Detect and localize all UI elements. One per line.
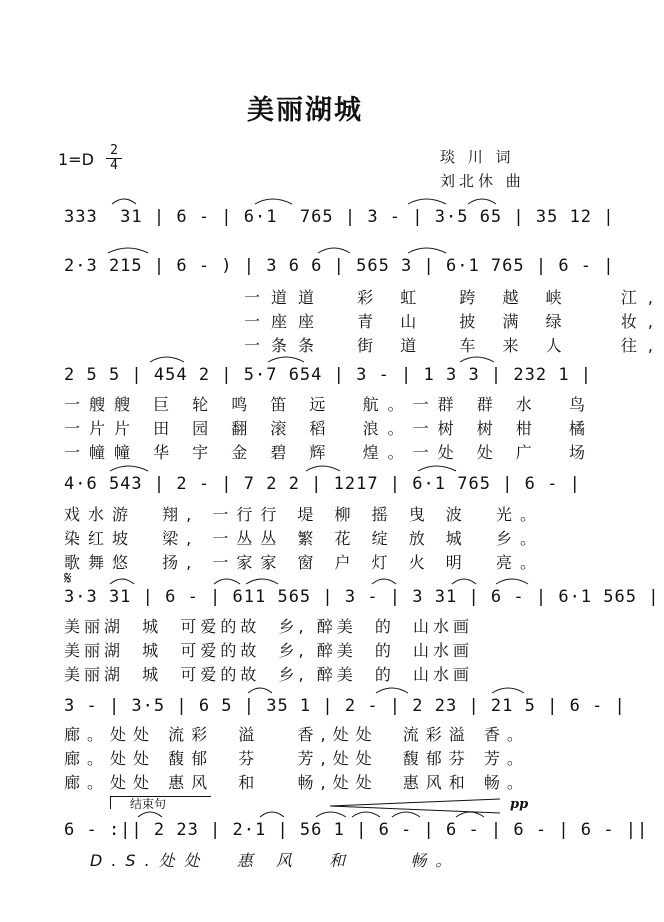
song-title: 美丽湖城 bbox=[247, 95, 363, 126]
composer-credit: 刘北休 曲 bbox=[440, 172, 525, 190]
staff-line-4: 4·6 543 | 2 - | 7 2 2 | 1217 | 6·1 765 | 6 - | bbox=[64, 474, 581, 494]
dynamic-marking: pp bbox=[510, 797, 529, 812]
time-sig-bottom: 4 bbox=[106, 158, 122, 173]
staff-line-2: 2·3 215 | 6 - ) | 3 6 6 | 565 3 | 6·1 765 | 6 - | bbox=[64, 256, 615, 276]
lyricist-credit: 琰 川 词 bbox=[440, 148, 515, 166]
lyric-line-7: D.S.处处 惠 风 和 畅。 bbox=[90, 851, 461, 870]
lyric-line-4-verse-3: 歌舞悠 扬, 一家家 窗 户 灯 火 明 亮。 bbox=[64, 553, 544, 572]
lyric-line-3-verse-3: 一幢幢 华 宇 金 碧 辉 煌。一处 处 广 场 bbox=[64, 443, 594, 462]
staff-line-7: 6 - :|| 2 23 | 2·1 | 56 1 | 6 - | 6 - | 6 - | 6 - || bbox=[64, 820, 649, 840]
staff-line-1: 333 31 | 6 - | 6·1 765 | 3 - | 3·5 65 | 35 12 | bbox=[64, 207, 615, 227]
lyric-line-3-verse-1: 一艘艘 巨 轮 鸣 笛 远 航。一群 群 水 鸟 bbox=[64, 395, 594, 414]
segno-sign: 𝄋 bbox=[64, 568, 72, 589]
staff-line-3: 2 5 5 | 454 2 | 5·7 654 | 3 - | 1 3 3 | 232 1 | bbox=[64, 365, 593, 385]
lyric-line-5-verse-2: 美丽湖 城 可爱的故 乡, 醉美 的 山水画 bbox=[64, 641, 474, 660]
staff-line-6: 3 - | 3·5 | 6 5 | 35 1 | 2 - | 2 23 | 21 5 | 6 - | bbox=[64, 696, 626, 716]
ending-label: 结束句 bbox=[130, 797, 167, 811]
lyric-line-6-verse-1: 廊。处处 流彩 溢 香,处处 流彩溢 香。 bbox=[64, 725, 530, 744]
lyric-line-6-verse-3: 廊。处处 惠风 和 畅,处处 惠风和 畅。 bbox=[64, 773, 530, 792]
time-sig-top: 2 bbox=[110, 143, 118, 158]
lyric-line-4-verse-1: 戏水游 翔, 一行行 堤 柳 摇 曳 波 光。 bbox=[64, 505, 544, 524]
staff-line-5: 3·3 31 | 6 - | 611 565 | 3 - | 3 31 | 6 - | 6·1 565 | bbox=[64, 587, 660, 607]
lyric-line-5-verse-1: 美丽湖 城 可爱的故 乡, 醉美 的 山水画 bbox=[64, 617, 474, 636]
lyric-line-4-verse-2: 染红坡 梁, 一丛丛 繁 花 绽 放 城 乡。 bbox=[64, 529, 544, 548]
lyric-line-2-verse-3: 一条条 街 道 车 来 人 往, bbox=[244, 336, 664, 355]
key-signature: 1=D bbox=[58, 150, 94, 169]
lyric-line-5-verse-3: 美丽湖 城 可爱的故 乡, 醉美 的 山水画 bbox=[64, 665, 474, 684]
lyric-line-6-verse-2: 廊。处处 馥郁 芬 芳,处处 馥郁芬 芳。 bbox=[64, 749, 530, 768]
lyric-line-2-verse-1: 一道道 彩 虹 跨 越 峡 江, bbox=[244, 288, 664, 307]
lyric-line-2-verse-2: 一座座 青 山 披 满 绿 妆, bbox=[244, 312, 664, 331]
lyric-line-3-verse-2: 一片片 田 园 翻 滚 稻 浪。一树 树 柑 橘 bbox=[64, 419, 594, 438]
